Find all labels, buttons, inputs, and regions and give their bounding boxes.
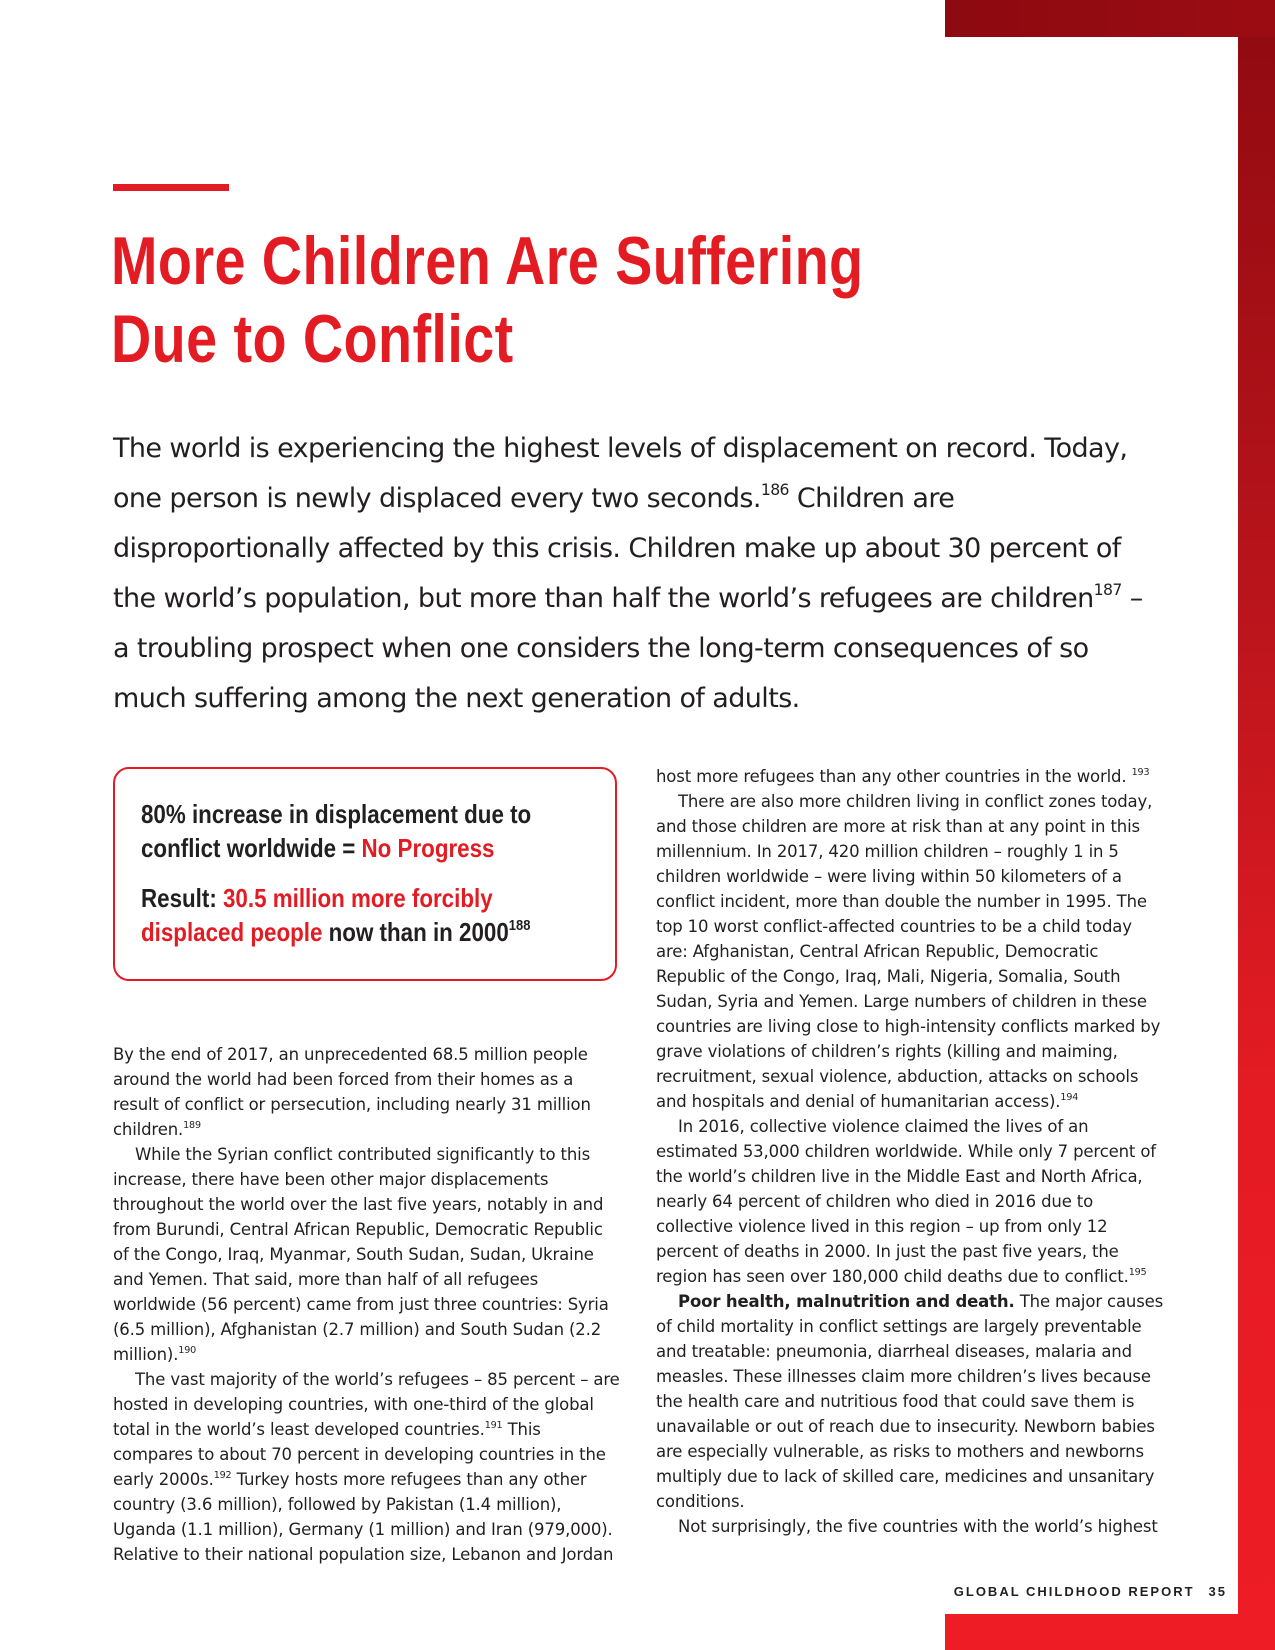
page-title — [111, 222, 864, 378]
report-name: GLOBAL CHILDHOOD REPORT — [953, 1584, 1195, 1599]
body-column-left — [113, 1042, 623, 1567]
page-footer — [954, 1584, 1227, 1599]
body-paragraph: There are also more children living in conflict zones today, and those children are more at risk than at any point in this millennium. In 2017, 420 million children – roughly 1 in 5 children worldwide – were living within 50 kilometers of a conflict incident, more than double the number in 1995. The top 10 worst conflict-affected countries to be a child today are: Afghanistan, Central African Republic, Democratic Republic of the Congo, Iraq, Mali, Nigeria, Somalia, South Sudan, Syria and Yemen. Large numbers of children in these countries are living close to high-intensity conflicts marked by grave violations of children’s rights (killing and maiming, recruitment, sexual violence, abduction, attacks on schools and hospitals and denial of humanitarian access).$^{194}$ — [656, 792, 1161, 1111]
page-number: 35 — [1208, 1584, 1227, 1599]
title-accent-rule — [113, 184, 229, 191]
progress-callout-box — [113, 767, 617, 981]
title-line-1: More Children Are Suffering — [111, 223, 864, 299]
footnote-ref: 187 — [1093, 580, 1122, 600]
subsection-lead: Poor health, malnutrition and death. — [678, 1292, 1015, 1311]
lede-paragraph: The world is experiencing the highest levels of displacement on record. Today, one person is newly displaced every two seconds.$^{186}$ Children are disproportionally affected by this crisis. Children make up about 30 percent of the world’s population, but more than half the world’s refugees are children$^{187}$ – a troubling prospect when one considers the long-term consequences of so much suffering among the next generation of adults. — [113, 433, 1143, 714]
body-paragraph: Poor health, malnutrition and death. The major causes of child mortality in conflict settings are largely preventable and treatable: pneumonia, diarrheal diseases, malaria and measles. These illnesses claim more children’s lives because the health care and nutritious food that could save them is unavailable or out of reach due to insecurity. Newborn babies are especially vulnerable, as risks to mothers and newborns multiply due to lack of skilled care, medicines and unsanitary conditions. — [656, 1292, 1164, 1511]
body-paragraph: host more refugees than any other countries in the world. $^{193}$ — [656, 766, 1150, 786]
title-line-2: Due to Conflict — [111, 301, 514, 377]
result-highlight: 30.5 million more forcibly displaced people — [141, 883, 493, 947]
footnote-ref: 195 — [1128, 1266, 1147, 1278]
footnote-ref: 191 — [484, 1419, 503, 1431]
footnote-ref: 194 — [1060, 1091, 1079, 1103]
body-paragraph: The vast majority of the world’s refugees – 85 percent – are hosted in developing countries, with one-third of the global total in the world’s least developed countries.$^{191}$ This compares to about 70 percent in developing countries in the early 2000s.$^{192}$ Turkey hosts more refugees than any other country (3.6 million), followed by Pakistan (1.4 million), Uganda (1.1 million), Germany (1 million) and Iran (979,000). Relative to their national population size, Lebanon and Jordan — [113, 1370, 620, 1564]
footnote-ref: 188 — [508, 916, 531, 934]
bottom-accent-bar — [945, 1614, 1275, 1650]
side-accent-bar — [1238, 0, 1275, 1650]
callout-result: Result: 30.5 million more forcibly displaced people now than in 2000$^{188}$ — [141, 883, 531, 947]
body-paragraph: Not surprisingly, the five countries with the world’s highest — [678, 1517, 1158, 1536]
footnote-ref: 192 — [213, 1469, 232, 1481]
body-paragraph: By the end of 2017, an unprecedented 68.5 million people around the world had been forced from their homes as a result of conflict or persecution, including nearly 31 million children.$^{189}$ — [113, 1045, 591, 1139]
progress-status: No Progress — [361, 833, 495, 863]
footnote-ref: 193 — [1131, 766, 1150, 778]
footnote-ref: 190 — [178, 1344, 197, 1356]
body-paragraph: In 2016, collective violence claimed the lives of an estimated 53,000 children worldwide. While only 7 percent of the world’s children live in the Middle East and North Africa, nearly 64 percent of children who died in 2016 due to collective violence lived in this region – up from only 12 percent of deaths in 2000. In just the past five years, the region has seen over 180,000 child deaths due to conflict.$^{195}$ — [656, 1117, 1156, 1286]
callout-indicator: 80% increase in displacement due to conflict worldwide = No Progress — [141, 799, 532, 863]
footnote-ref: 186 — [760, 480, 789, 500]
footnote-ref: 189 — [183, 1119, 201, 1131]
top-accent-bar — [945, 0, 1275, 37]
body-column-right — [656, 764, 1168, 1539]
body-paragraph: While the Syrian conflict contributed significantly to this increase, there have been other major displacements throughout the world over the last five years, notably in and from Burundi, Central African Republic, Democratic Republic of the Congo, Iraq, Myanmar, South Sudan, Sudan, Ukraine and Yemen. That said, more than half of all refugees worldwide (56 percent) came from just three countries: Syria (6.5 million), Afghanistan (2.7 million) and South Sudan (2.2 million).$^{190}$ — [113, 1145, 609, 1364]
